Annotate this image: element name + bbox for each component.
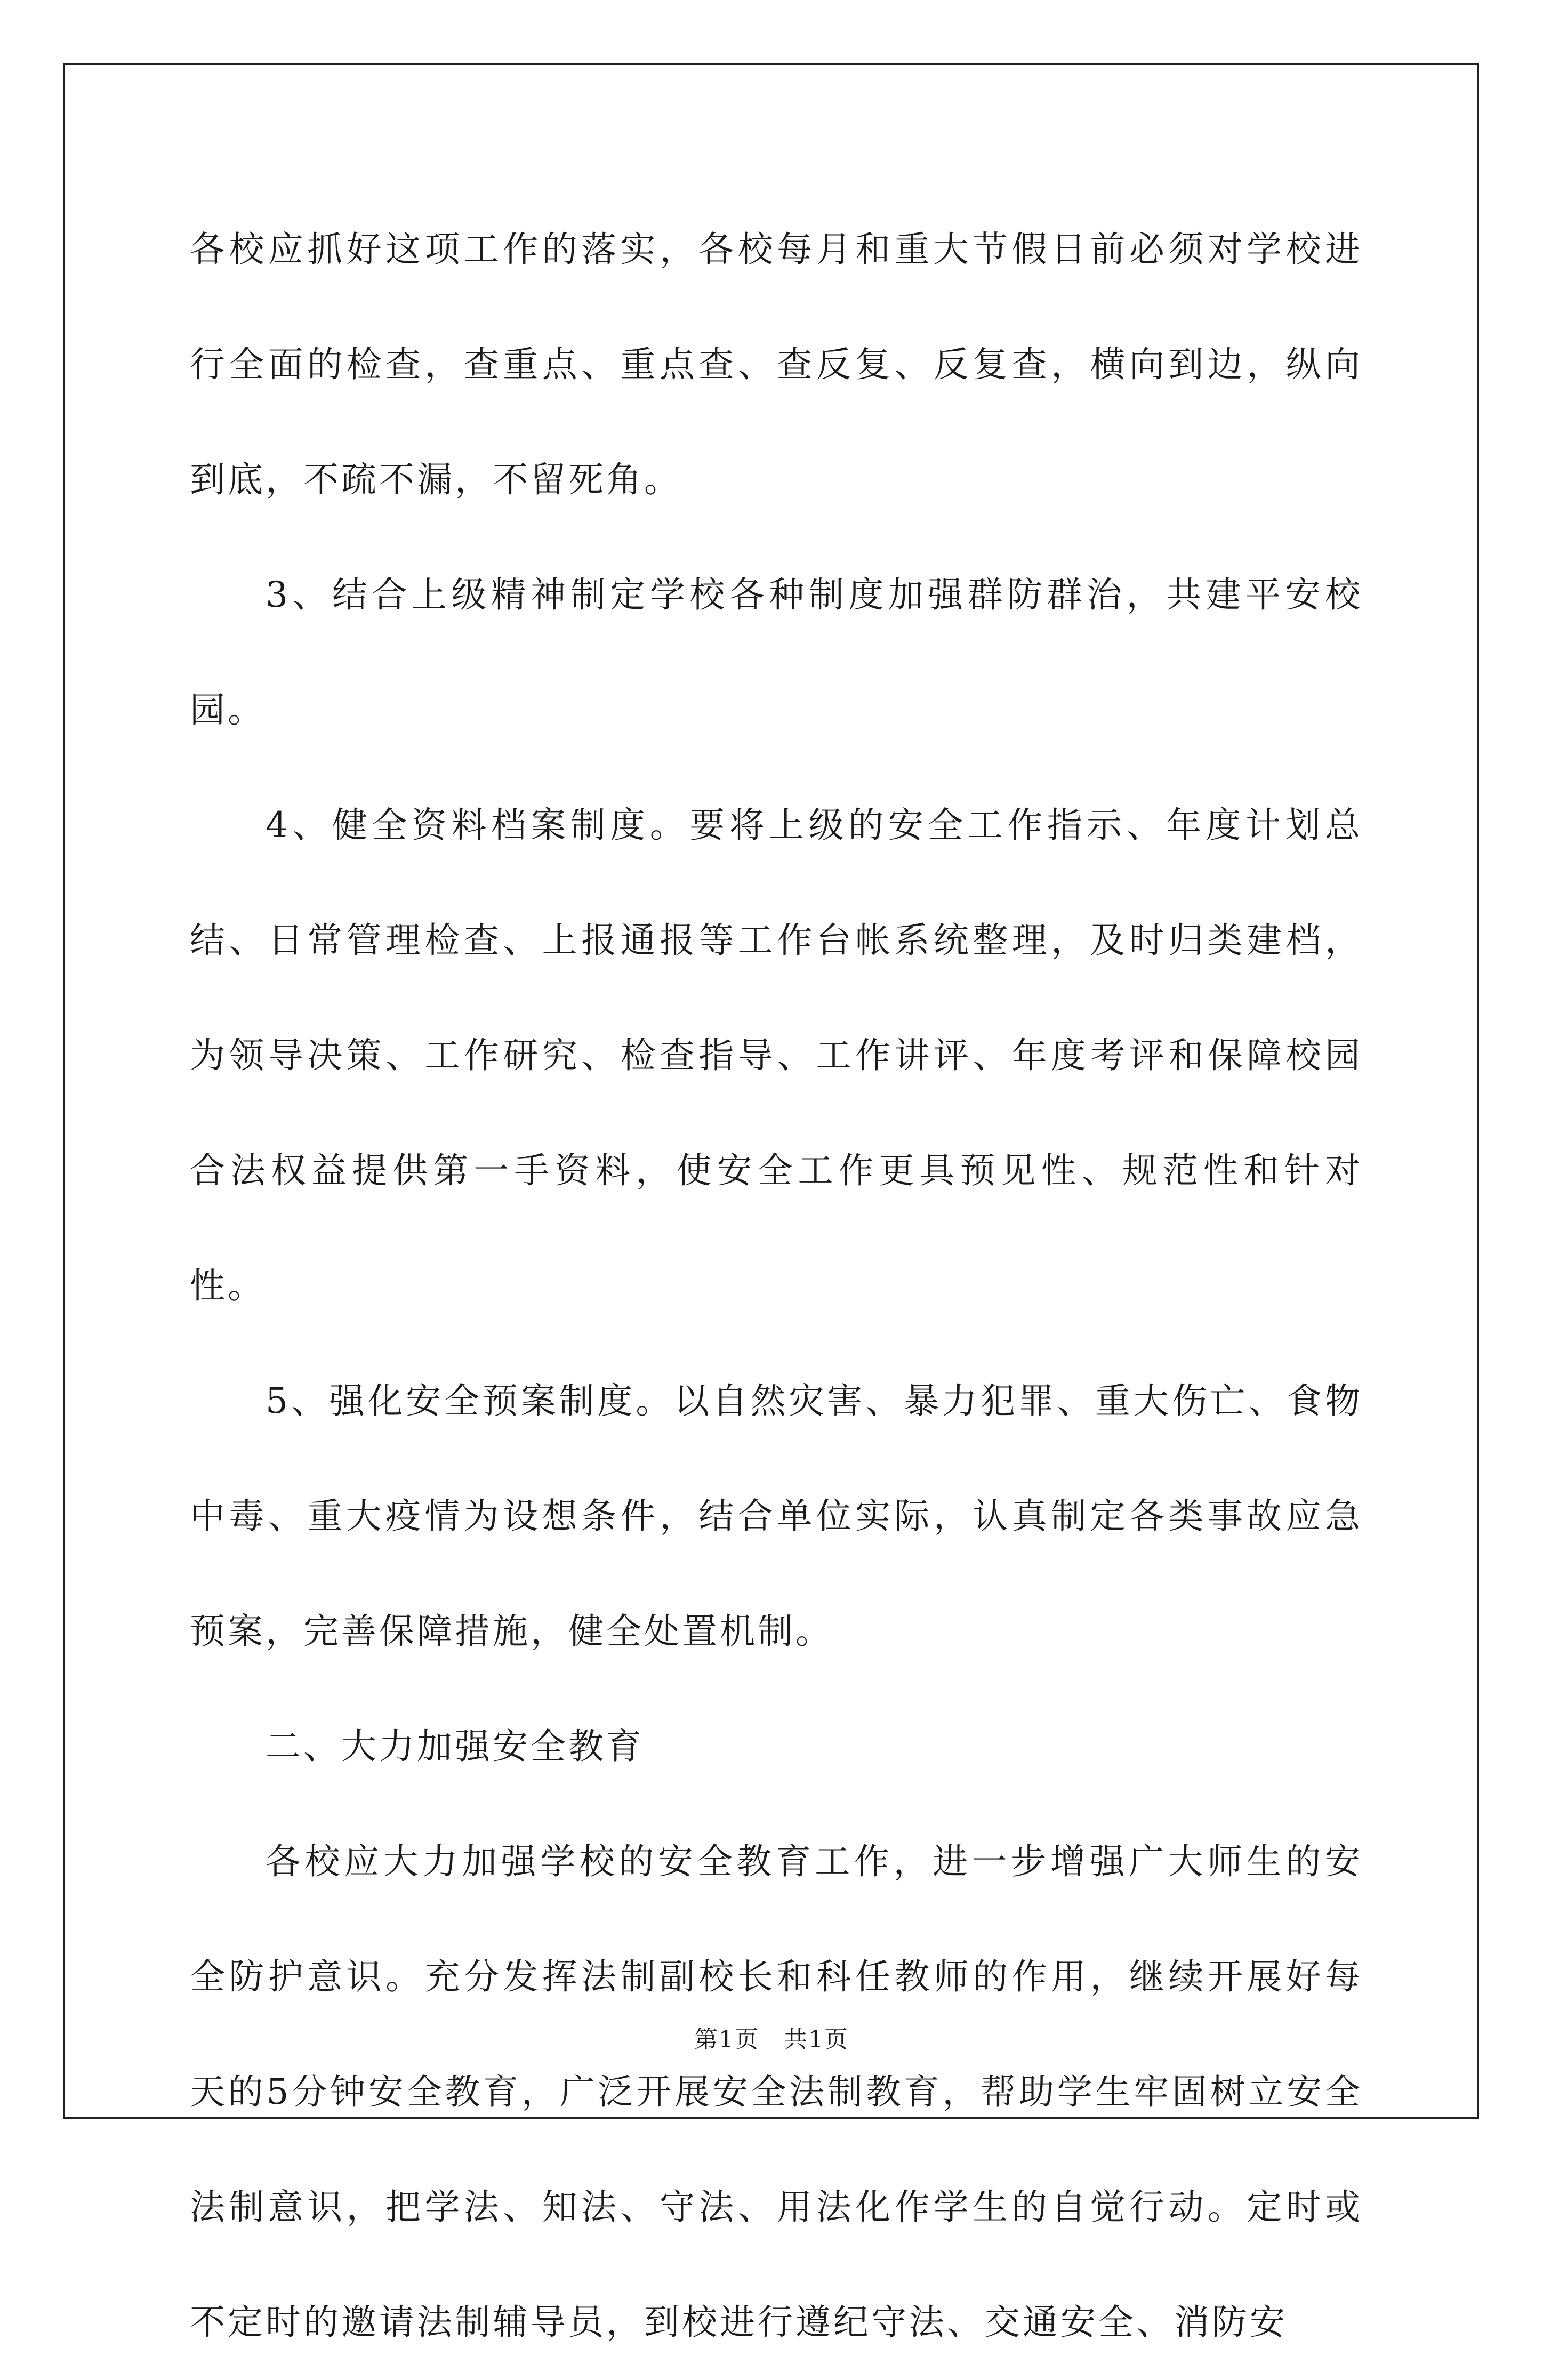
page-footer: 第1页 共1页 [694,2026,849,2053]
paragraph-item-5: 5、强化安全预案制度。以自然灾害、暴力犯罪、重大伤亡、食物中毒、重大疫情为设想条件，结合单位实际，认真制定各类事故应急预案，完善保障措施，健全处置机制。 [190,1380,1363,1652]
paragraph-item-4: 4、健全资料档案制度。要将上级的安全工作指示、年度计划总结、日常管理检查、上报通报等工作台帐系统整理，及时归类建档，为领导决策、工作研究、检查指导、工作讲评、年度考评和保障校园合法权益提供第一手资料，使安全工作更具预见性、规范性和针对性。 [190,805,1363,1306]
paragraph-safety-education: 各校应大力加强学校的安全教育工作，进一步增强广大师生的安全防护意识。充分发挥法制副校长和科任教师的作用，继续开展好每天的5分钟安全教育，广泛开展安全法制教育，帮助学生牢固树立安全法制意识，把学法、知法、守法、用法化作学生的自觉行动。定时或不定时的邀请法制辅导员，到校进行遵纪守法、交通安全、消防安 [190,1841,1363,2343]
paragraph-item-3: 3、结合上级精神制定学校各种制度加强群防群治，共建平安校园。 [190,574,1363,730]
section-heading: 二、大力加强安全教育 [266,1726,644,1767]
paragraph-continuation: 各校应抓好这项工作的落实，各校每月和重大节假日前必须对学校进行全面的检查，查重点、重点查、查反复、反复查，横向到边，纵向到底，不疏不漏，不留死角。 [190,229,1363,500]
